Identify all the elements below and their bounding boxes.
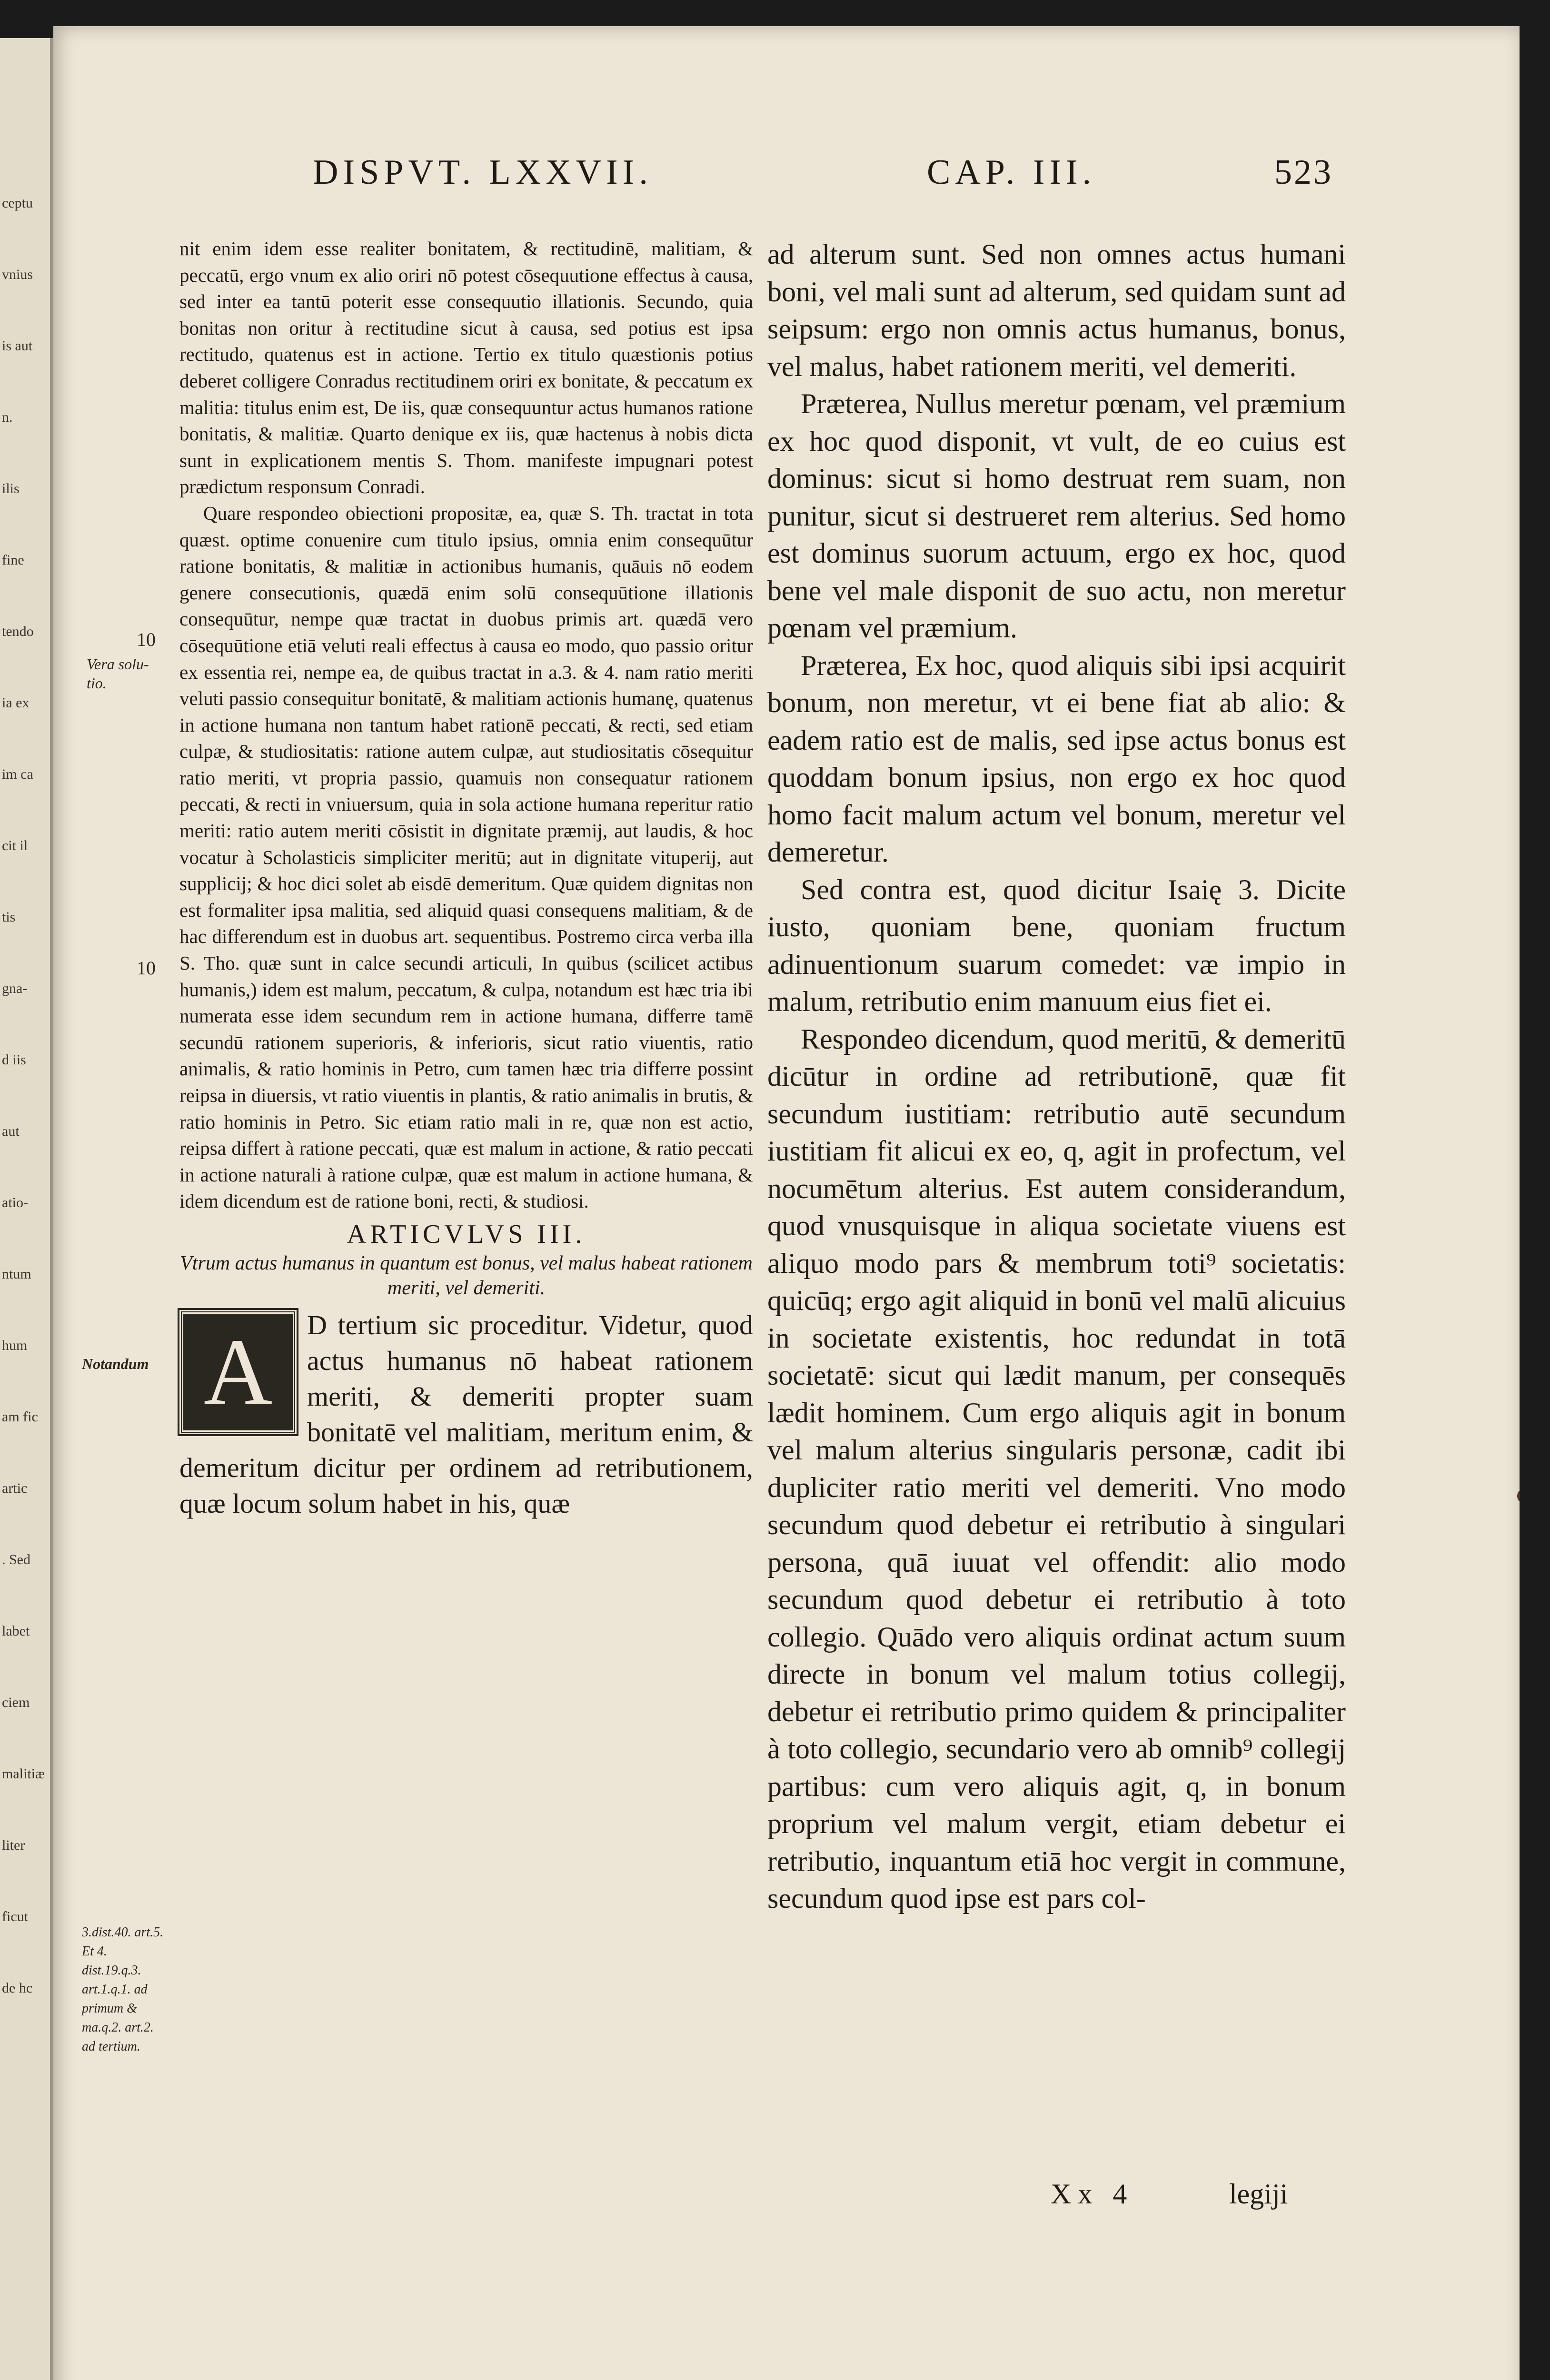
prev-page-fragment: vnius: [2, 267, 33, 282]
margin-number-10-second: 10: [137, 957, 156, 979]
left-paragraph-1: nit enim idem esse realiter bonitatem, & rectitudinē, malitiam, & peccatū, ergo vnum ex alio oriri nō potest cōsequutione effectus à causa, sed inter ea tantū poterit esse consequutio illationis. Secundo, quia bonitas non oritur à rectitudine sicut à causa, sed potius est ipsa rectitudo, quatenus est in actione. Tertio ex titulo quæstionis potius deberet colligere Conradus rectitudinem oriri ex bonitate, & peccatum ex malitia: titulus enim est, De iis, quæ consequuntur actus humanos ratione bonitatis, & malitiæ. Quarto denique ex iis, quæ hactenus à nobis dicta sunt in explicationem mentis S. Thom. manifeste impugnari potest prædictum responsum Conradi.: [179, 238, 753, 498]
right-paragraph-2: Præterea, Nullus meretur pœnam, vel præmium ex hoc quod disponit, vt vult, de eo cuius est dominus: sicut si homo destruat rem suam, non punitur, sicut si destrueret rem alterius. Sed homo est dominus suorum actuum, ergo ex hoc, quod bene vel male disponit de suo actu, non meretur pœnam vel præmium.: [767, 388, 1346, 644]
right-column: [767, 236, 1346, 1917]
book-page: [53, 26, 1520, 2380]
prev-page-fragment: tis: [2, 909, 16, 925]
left-paragraph-2: Quare respondeo obiectioni propositæ, ea, quæ S. Th. tractat in tota quæst. optime conuenire cum titulo ipsius, omnia enim consequūtur ratione bonitatis, & malitiæ in actionibus humanis, quāuis nō eodem genere consecutionis, quædā enim solū consequūtione illationis consequūtur, nempe quæ tractat in duobus primis art. quædā vero cōsequūtione etiā veluti reali effectus à causa eo modo, quo passio oritur ex essentia rei, nempe ea, de quibus tractat in a.3. & 4. nam ratio meriti veluti passio consequitur bonitatē, & malitiam actionis humanę, quatenus in actione humana non tantum habet rationē peccati, & recti, sed etiam culpæ, & studiositatis: ratione autem culpæ, aut studiositatis cōsequitur ratio meriti, vt propria passio, quamuis non consequatur rationem peccati, & recti in vniuersum, quia in sola actione humana reperitur ratio meriti: ratio autem meriti cōsistit in dignitate præmij, aut laudis, & hoc vocatur à Scholasticis simpliciter meritū; aut in dignitate vituperij, aut supplicij; & hoc dici solet ab eisdē demeritum. Quæ quidem dignitas non est formaliter ipsa malitia, sed aliquid quasi consequens malitiam, & de hac differendum est in duobus art. sequentibus. Postremo circa verba illa S. Tho. quæ sunt in calce secundi articuli, In quibus (scilicet actibus humanis,) idem est malum, peccatum, & culpa, notandum est hæc tria ibi numerata esse idem secundum rem in actione humana, differre tamē secundū rationem superioris, & inferioris, sicut ratio viuentis, ratio animalis, & ratio hominis in Petro, cum tamen hæc tria differre possint reipsa in diuersis, vt ratio viuentis in plantis, & ratio animalis in brutis, & ratio hominis in Petro. Sic etiam ratio mali in re, quæ non est actio, reipsa differt à ratione peccati, quæ est malum in actione, & ratio peccati in actione naturali à ratione culpæ, quæ est malum in actione humana, & idem dicendum est de ratione boni, recti, & studiosi.: [179, 502, 753, 1212]
catchword: legiji: [1229, 2178, 1288, 2210]
margin-note-notandum: Notandum: [82, 1355, 149, 1372]
prev-page-fragment: hum: [2, 1338, 28, 1353]
prev-page-fragment: . Sed: [2, 1552, 30, 1567]
prev-page-fragment: artic: [2, 1480, 28, 1496]
running-head-left: DISPVT. LXXVII.: [313, 153, 653, 192]
prev-page-fragment: fine: [2, 552, 24, 568]
right-paragraph-4: Sed contra est, quod dicitur Isaię 3. Dicite iusto, quoniam bene, quoniam fructum adinuentionum suarum comedet: væ impio in malum, retributio enim manuum eius fiet ei.: [767, 873, 1346, 1017]
prev-page-fragment: ceptu: [2, 195, 33, 211]
prev-page-fragment: ficut: [2, 1909, 28, 1924]
left-column: [179, 236, 753, 1521]
prev-page-fragment: ciem: [2, 1695, 30, 1710]
prev-page-fragment: ntum: [2, 1266, 31, 1282]
decorated-initial: A: [179, 1310, 297, 1434]
prev-page-fragment: ilis: [2, 481, 20, 496]
prev-page-fragment: is aut: [2, 338, 33, 354]
prev-page-fragment: am fic: [2, 1409, 38, 1425]
prev-page-fragment: n.: [2, 409, 13, 425]
signature-mark: Xx 4: [1051, 2178, 1134, 2210]
article-question: Vtrum actus humanus in quantum est bonus, vel malus habeat rationem meriti, vel demeriti.: [180, 1252, 753, 1299]
previous-page-edge: [0, 38, 53, 2380]
right-paragraph-1: ad alterum sunt. Sed non omnes actus humani boni, vel mali sunt ad alterum, sed quidam sunt ad seipsum: ergo non omnis actus humanus, bonus, vel malus, habet rationem meriti, vel demeriti.: [767, 238, 1346, 382]
prev-page-fragment: labet: [2, 1623, 30, 1639]
right-paragraph-3: Præterea, Ex hoc, quod aliquis sibi ipsi acquirit bonum, non meretur, vt ei bene fiat ab alio: & eadem ratio est de malis, sed ipse actus bonus est quoddam bonum ipsius, non ergo ex hoc quod homo facit malum actum vel bonum, meretur vel demeretur.: [767, 649, 1346, 868]
margin-note-references: 3.dist.40. art.5. Et 4. dist.19.q.3. art.1.q.1. ad primum & ma.q.2. art.2. ad tertium.: [82, 1925, 164, 2054]
prev-page-fragment: tendo: [2, 624, 34, 639]
prev-page-fragment: de hc: [2, 1980, 33, 1996]
prev-page-fragment: liter: [2, 1837, 25, 1853]
margin-note-vera-solutio: Vera solu-tio.: [87, 655, 149, 692]
article-heading: ARTICVLVS III.: [347, 1219, 586, 1249]
ink-spot: [1517, 1490, 1520, 1502]
prev-page-fragment: gna-: [2, 981, 28, 996]
right-paragraph-5: Respondeo dicendum, quod meritū, & demeritū dicūtur in ordine ad retributionē, quæ fit secundum iustitiam: retributio autē secundum iustitiam fit alicui ex eo, q, agit in profectum, vel nocumētum alterius. Est autem considerandum, quod vnusquisque in aliqua societate viuens est aliquo modo pars & membrum toti⁹ societatis: quicūq; ergo agit aliquid in bonū vel malū alicuius in societate existentis, hoc redundat in totā societatē: sicut qui lædit manum, per consequēs lædit hominem. Cum ergo aliquis agit in bonum vel malum alterius singularis personæ, cadit ibi dupliciter ratio meriti vel demeriti. Vno modo secundum quod debetur ei retributio à singulari persona, quā iuuat vel offendit: alio modo secundum quod debetur ei retributio à toto collegio. Quādo vero aliquis ordinat actum suum directe in bonum vel malum totius collegij, debetur ei retributio primo quidem & principaliter à toto collegio, secundario vero ab omnib⁹ collegij partibus: cum vero aliquis agit, q, in bonum proprium vel malum vergit, etiam debetur ei retributio, inquantum etiā hoc vergit in commune, secundum quod ipse est pars col-: [767, 1023, 1346, 1914]
margin-number-10: 10: [137, 629, 156, 650]
prev-page-fragment: im ca: [2, 766, 33, 782]
prev-page-fragment: malitiæ: [2, 1766, 45, 1782]
left-paragraph-3: D tertium sic proceditur. Videtur, quod actus humanus nō habeat rationem meriti, & demeriti propter suam bonitatē vel malitiam, meritum enim, & demeritum dicitur per ordinem ad retributionem, quæ locum solum habet in his, quæ: [179, 1309, 753, 1519]
prev-page-fragment: cit il: [2, 838, 28, 853]
prev-page-fragment: aut: [2, 1123, 20, 1139]
page-number: 523: [1274, 153, 1333, 192]
prev-page-fragment: d iis: [2, 1052, 26, 1068]
running-head-center: CAP. III.: [927, 153, 1096, 192]
prev-page-fragment: atio-: [2, 1195, 28, 1210]
prev-page-fragment: ia ex: [2, 695, 30, 711]
